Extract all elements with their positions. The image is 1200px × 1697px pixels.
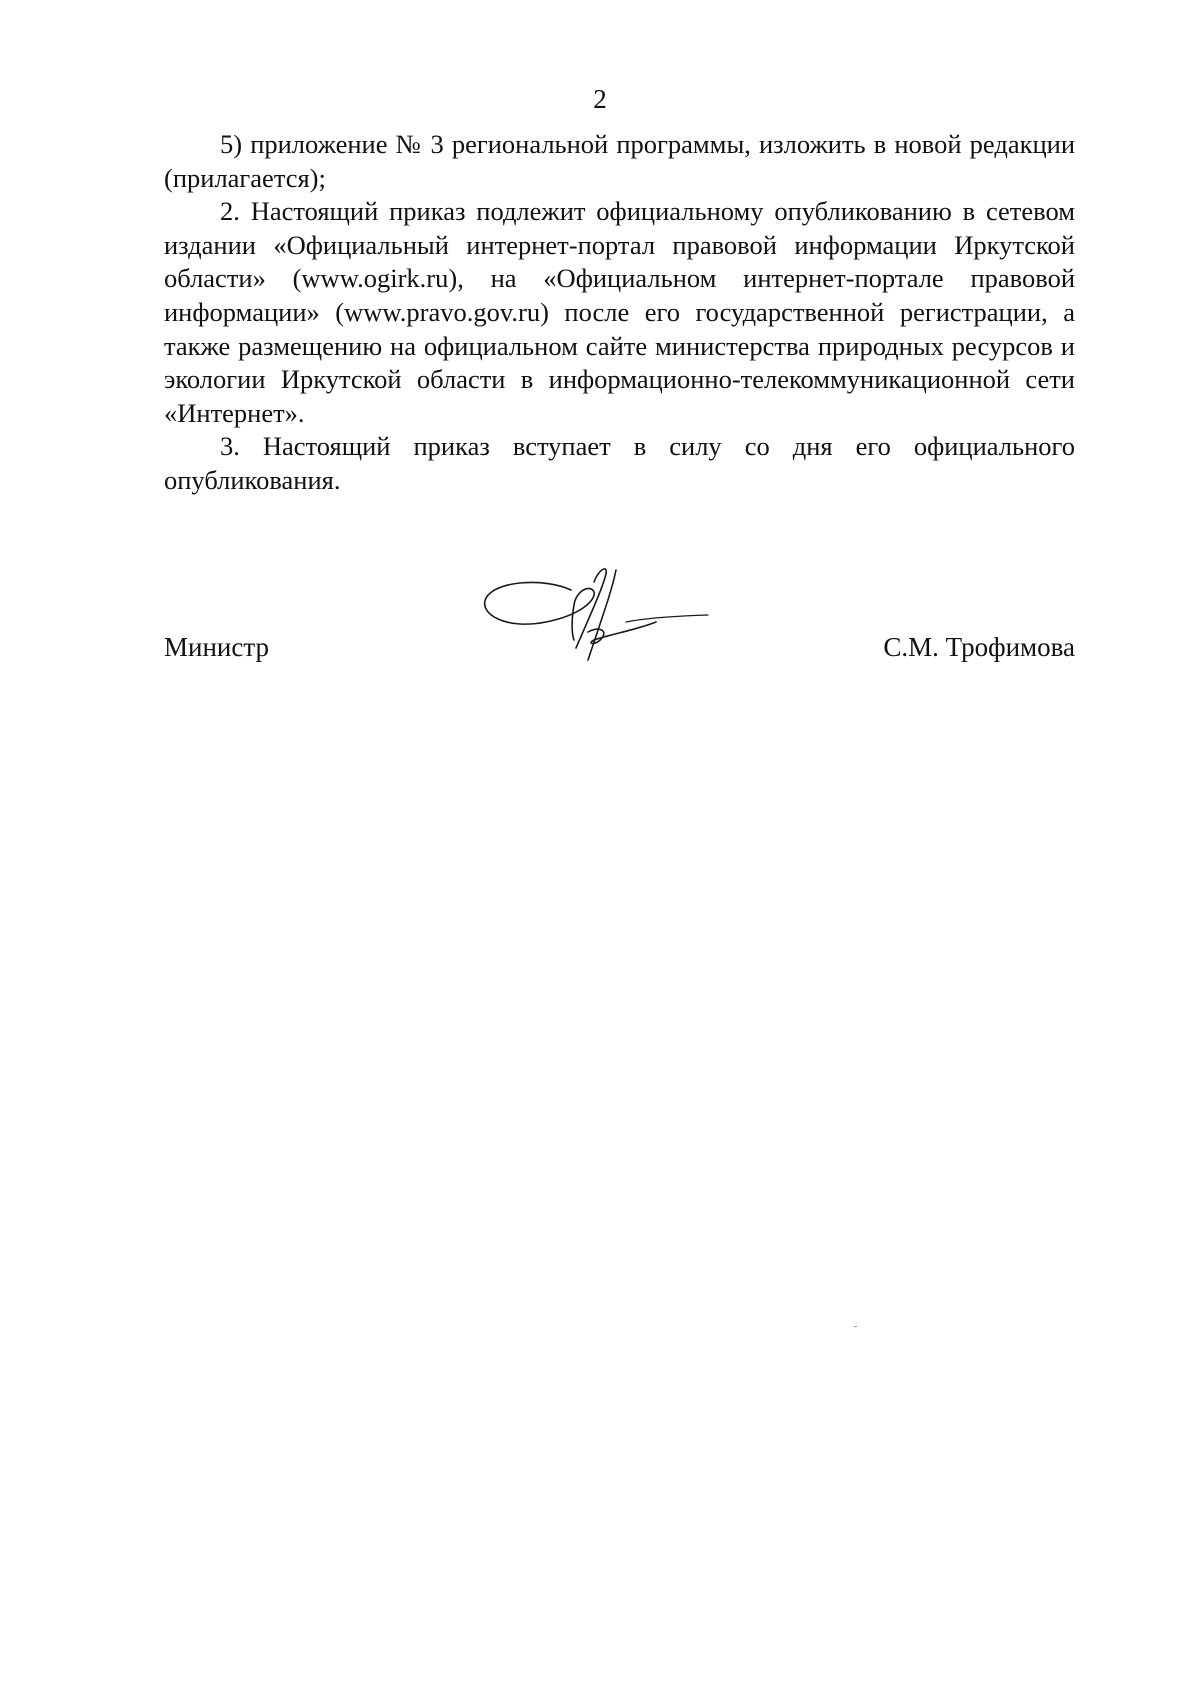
scan-speck [854, 1326, 857, 1327]
signatory-position: Министр [164, 632, 269, 662]
signature-block [164, 630, 1075, 670]
page-number: 2 [593, 84, 607, 114]
paragraph-item-5: 5) приложение № 3 региональной программы, изложить в новой редакции (прилагается); [164, 129, 1075, 193]
paragraph-publication: 2. Настоящий приказ подлежит официальному опубликованию в сетевом издании «Официальный интернет-портал правовой информации Иркутской области» (www.ogirk.ru), на «Официальном интернет-портале правовой информации» (www.pravo.gov.ru) после его государственной регистрации, а также размещению на официальном сайте министерства природных ресурсов и экологии Иркутской области в информационно-телекоммуникационной сети «Интернет». [164, 196, 1075, 428]
paragraph-effective-date: 3. Настоящий приказ вступает в силу со дня его официального опубликования. [164, 431, 1075, 495]
document-body [164, 128, 1075, 498]
signatory-name: С.М. Трофимова [883, 632, 1075, 662]
